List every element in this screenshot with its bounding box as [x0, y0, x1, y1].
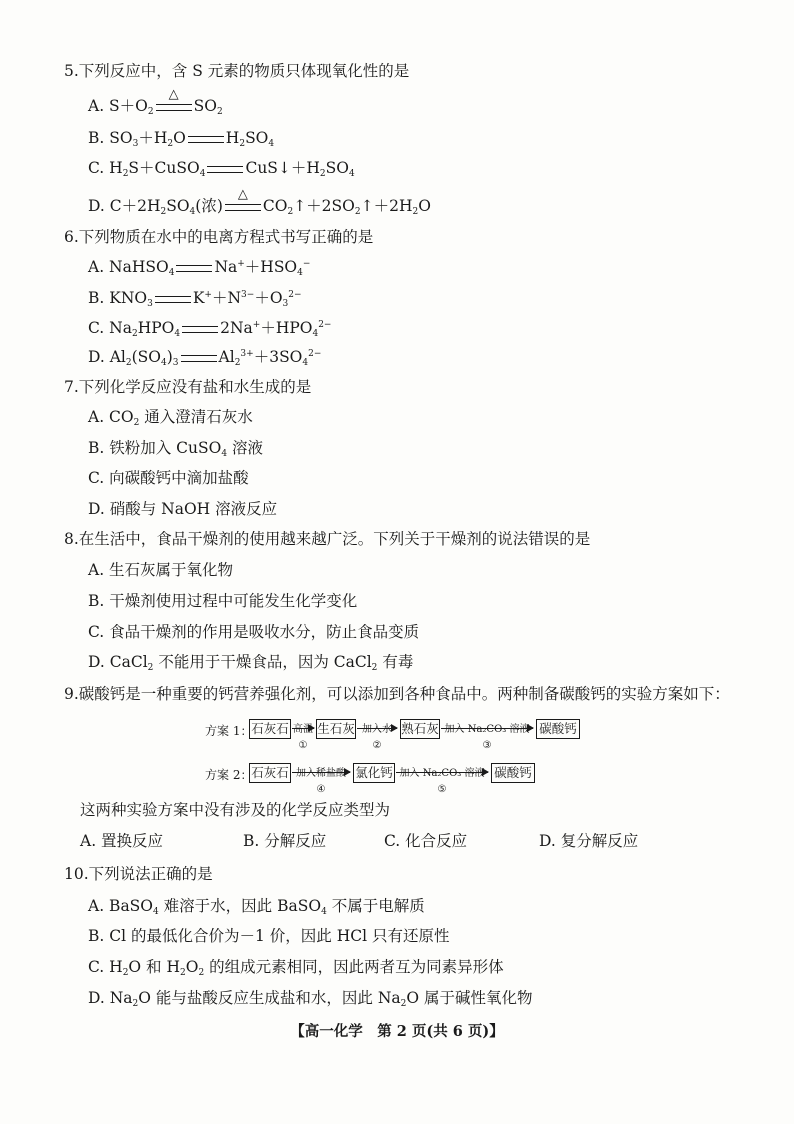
question-6-option-c: C. $Na_2HPO_4$ $2Na^++HPO_4^{2-}$ — [88, 319, 332, 339]
scheme-1-box-calcium-carbonate: 碳酸钙 — [536, 719, 580, 739]
question-5-option-a: A. $S+O_2$ △ $SO_2$ — [88, 86, 223, 117]
question-9-option-a: A. 置换反应 — [80, 832, 164, 850]
scheme-2-box-calcium-carbonate: 碳酸钙 — [491, 763, 535, 783]
question-10-option-a: A. BaSO$_4$ 难溶于水，因此 BaSO$_4$ 不属于电解质 — [88, 897, 425, 917]
question-7-option-c: C. 向碳酸钙中滴加盐酸 — [88, 469, 249, 487]
page-footer: 【高一化学 第 2 页(共 6 页)】 — [290, 1023, 504, 1040]
question-5-stem: 5.下列反应中，含 S 元素的物质只体现氧化性的是 — [64, 62, 410, 80]
heat-condition: △ — [237, 186, 248, 202]
question-6-option-b: B. $KNO_3$ $K^++N^{3-}+O_3^{2-}$ — [88, 289, 302, 309]
question-7-option-a: A. $CO_2$ 通入澄清石灰水 — [88, 408, 253, 428]
question-8-option-b: B. 干燥剂使用过程中可能发生化学变化 — [88, 592, 358, 610]
scheme-1-label: 方案 1： — [205, 724, 253, 738]
question-9-stem: 9.碳酸钙是一种重要的钙营养强化剂，可以添加到各种食品中。两种制备碳酸钙的实验方案如下： — [64, 685, 730, 703]
arrow-condition: 加入 Na₂CO₃ 溶液 — [399, 768, 485, 779]
question-10-option-b: B. Cl 的最低化合价为－1 价，因此 HCl 只有还原性 — [88, 927, 450, 945]
scheme-1-diagram — [205, 719, 595, 751]
scheme-2-label: 方案 2： — [205, 768, 253, 782]
scheme-2-box-calcium-chloride: 氯化钙 — [353, 763, 395, 783]
scheme-1-arrow-2 — [357, 724, 397, 751]
question-6-option-a: A. NaHSO$_4$ $Na^++HSO_4^-$ — [88, 258, 311, 278]
question-10-stem: 10.下列说法正确的是 — [64, 865, 213, 883]
scheme-1-arrow-1 — [292, 724, 314, 751]
step-number: ⑤ — [437, 784, 447, 795]
scheme-1-arrow-3 — [441, 724, 533, 751]
question-5-option-d: D. $C+2H_2SO_4$(浓) △ $CO_2↑+2SO_2↑+2H_2O$ — [88, 186, 431, 217]
question-9-option-d: D. 复分解反应 — [539, 832, 639, 850]
heat-condition: △ — [168, 86, 179, 102]
scheme-2-diagram — [205, 763, 595, 795]
scheme-1-box-slaked-lime: 熟石灰 — [400, 719, 440, 739]
question-9-option-c: C. 化合反应 — [384, 832, 468, 850]
arrow-condition: 加入水 — [362, 724, 392, 735]
question-8-option-c: C. 食品干燥剂的作用是吸收水分，防止食品变质 — [88, 623, 420, 641]
step-number: ③ — [482, 740, 492, 751]
step-number: ② — [372, 740, 382, 751]
scheme-1-box-limestone: 石灰石 — [249, 719, 291, 739]
scheme-2-arrow-2 — [396, 768, 488, 795]
question-7-option-d: D. 硝酸与 NaOH 溶液反应 — [88, 500, 278, 518]
arrow-condition: 加入稀盐酸 — [296, 768, 346, 779]
question-5-option-c: C. $H_2S+CuSO_4$ $CuS↓+H_2SO_4$ — [88, 159, 355, 179]
question-5-option-b: B. $SO_3+H_2O$ $H_2SO_4$ — [88, 129, 275, 149]
question-8-option-a: A. 生石灰属于氧化物 — [88, 561, 234, 579]
question-7-option-b: B. 铁粉加入 CuSO$_4$ 溶液 — [88, 439, 264, 459]
question-8-option-d: D. CaCl$_2$ 不能用于干燥食品，因为 CaCl$_2$ 有毒 — [88, 653, 414, 673]
scheme-1-box-quicklime: 生石灰 — [316, 719, 356, 739]
question-7-stem: 7.下列化学反应没有盐和水生成的是 — [64, 378, 312, 396]
question-10-option-c: C. $H_2O$ 和 $H_2O_2$ 的组成元素相同，因此两者互为同素异形体 — [88, 958, 504, 978]
question-9-question: 这两种实验方案中没有涉及的化学反应类型为 — [80, 801, 391, 819]
question-6-stem: 6.下列物质在水中的电离方程式书写正确的是 — [64, 228, 374, 246]
question-6-option-d: D. $Al_2(SO_4)_3$ $Al_2^{3+}+3SO_4^{2-}$ — [88, 348, 322, 368]
question-10-option-d: D. $Na_2O$ 能与盐酸反应生成盐和水，因此 $Na_2O$ 属于碱性氧化物 — [88, 989, 533, 1009]
question-9-option-b: B. 分解反应 — [243, 832, 327, 850]
scheme-2-arrow-1 — [292, 768, 350, 795]
arrow-condition: 高温 — [293, 724, 313, 735]
step-number: ④ — [316, 784, 326, 795]
question-8-stem: 8.在生活中，食品干燥剂的使用越来越广泛。下列关于干燥剂的说法错误的是 — [64, 530, 591, 548]
scheme-2-box-limestone: 石灰石 — [249, 763, 291, 783]
step-number: ① — [298, 740, 308, 751]
arrow-condition: 加入 Na₂CO₃ 溶液 — [444, 724, 530, 735]
